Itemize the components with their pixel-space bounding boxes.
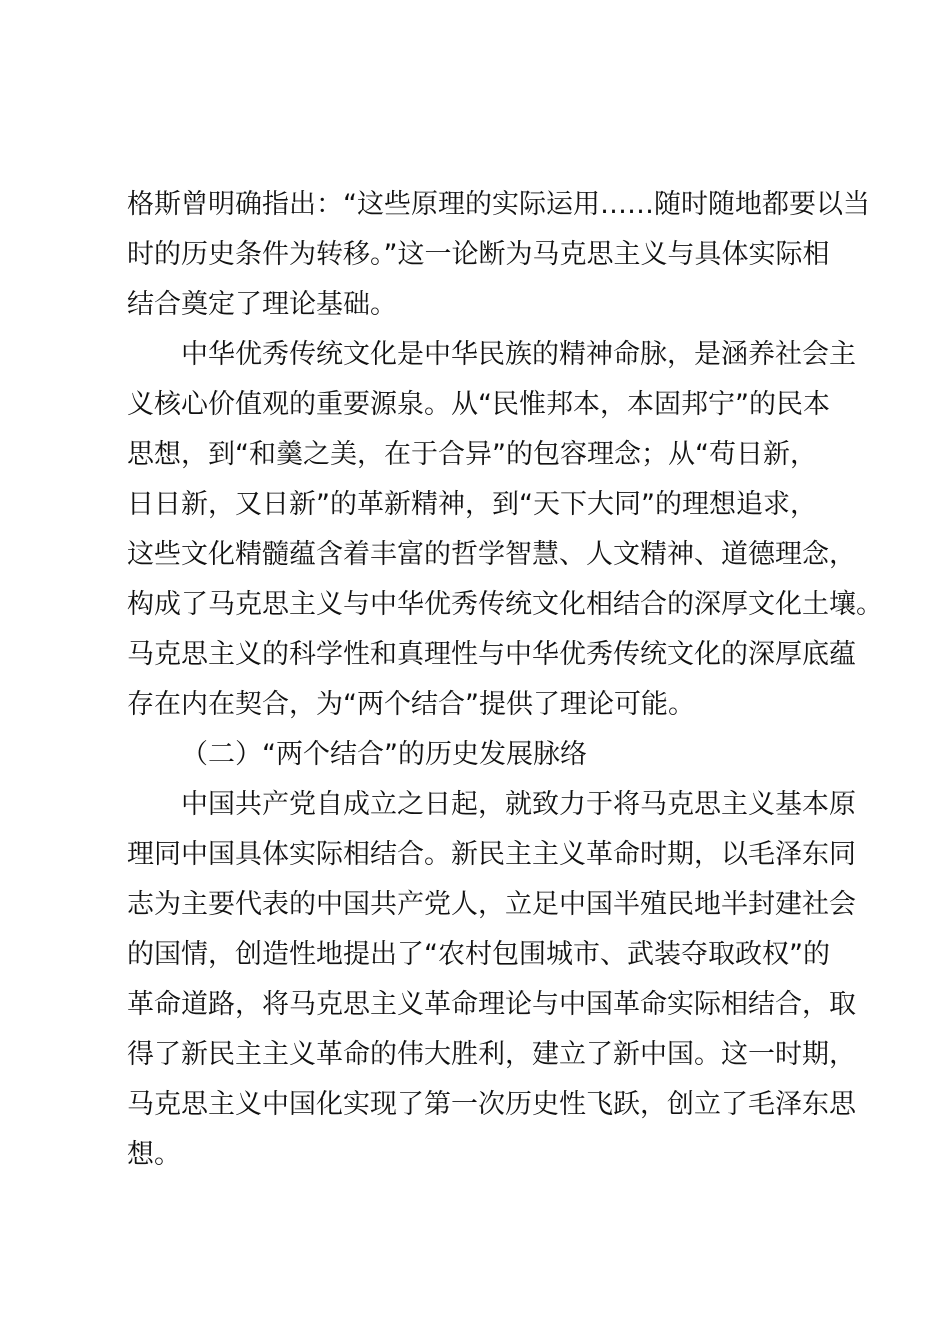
- text-line: 马克思主义中国化实现了第一次历史性飞跃，创立了毛泽东思: [127, 1089, 856, 1120]
- text-line: 日日新，又日新”的革新精神，到“天下大同”的理想追求，: [127, 489, 817, 520]
- section-heading: （二）“两个结合”的历史发展脉络: [181, 739, 587, 770]
- text-line: 得了新民主主义革命的伟大胜利，建立了新中国。这一时期，: [127, 1039, 856, 1070]
- paragraph-first-line: 中华优秀传统文化是中华民族的精神命脉，是涵养社会主: [181, 339, 856, 370]
- text-line: 构成了马克思主义与中华优秀传统文化相结合的深厚文化土壤。: [127, 589, 883, 620]
- text-line: 的国情，创造性地提出了“农村包围城市、武装夺取政权”的: [127, 939, 830, 970]
- text-line: 理同中国具体实际相结合。新民主主义革命时期，以毛泽东同: [127, 839, 856, 870]
- text-line: 马克思主义的科学性和真理性与中华优秀传统文化的深厚底蕴: [127, 639, 856, 670]
- text-line: 时的历史条件为转移。”这一论断为马克思主义与具体实际相: [127, 239, 830, 270]
- text-line: 革命道路，将马克思主义革命理论与中国革命实际相结合，取: [127, 989, 856, 1020]
- text-line: 义核心价值观的重要源泉。从“民惟邦本，本固邦宁”的民本: [127, 389, 830, 420]
- text-line: 格斯曾明确指出：“这些原理的实际运用……随时随地都要以当: [127, 189, 870, 220]
- text-line: 思想，到“和羹之美，在于合异”的包容理念；从“苟日新，: [127, 439, 817, 470]
- text-line: 想。: [127, 1139, 181, 1170]
- text-line: 结合奠定了理论基础。: [127, 289, 397, 320]
- text-line: 志为主要代表的中国共产党人，立足中国半殖民地半封建社会: [127, 889, 856, 920]
- text-line: 这些文化精髓蕴含着丰富的哲学智慧、人文精神、道德理念，: [127, 539, 856, 570]
- text-line: 存在内在契合，为“两个结合”提供了理论可能。: [127, 689, 695, 720]
- paragraph-first-line: 中国共产党自成立之日起，就致力于将马克思主义基本原: [181, 789, 856, 820]
